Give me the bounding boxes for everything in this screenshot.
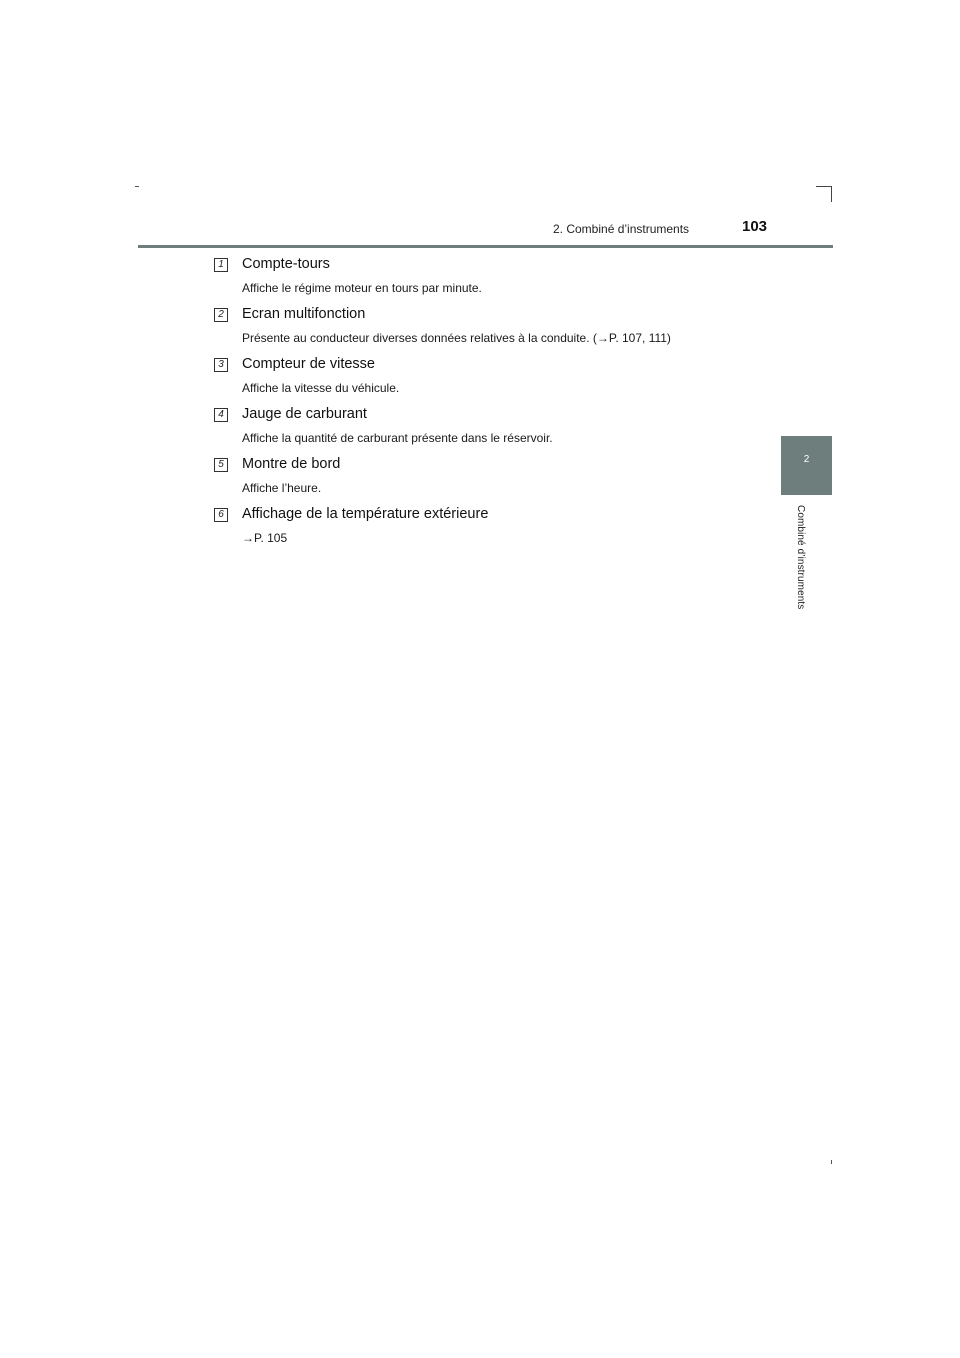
chapter-label: Combiné d’instruments <box>795 505 806 610</box>
item-number-badge: 5 <box>214 458 228 472</box>
item-title: Ecran multifonction <box>242 306 366 322</box>
item-number-badge: 3 <box>214 358 228 372</box>
item-title: Montre de bord <box>242 456 341 472</box>
item-number-badge: 1 <box>214 258 228 272</box>
chapter-number: 2 <box>803 454 810 465</box>
list-item <box>214 406 774 452</box>
list-item <box>214 506 774 552</box>
item-description: Affiche l’heure. <box>242 481 322 495</box>
section-title: 2. Combiné d’instruments <box>553 222 690 236</box>
list-item <box>214 256 774 302</box>
list-item <box>214 306 774 352</box>
item-description: Affiche la quantité de carburant présente dans le réservoir. <box>242 431 553 445</box>
item-description: Affiche le régime moteur en tours par minute. <box>242 281 482 295</box>
item-number-badge: 2 <box>214 308 228 322</box>
crop-mark-bottom-right <box>831 1160 832 1164</box>
item-number-badge: 4 <box>214 408 228 422</box>
item-title: Affichage de la température extérieure <box>242 506 489 522</box>
item-title: Jauge de carburant <box>242 406 367 422</box>
item-description: Affiche la vitesse du véhicule. <box>242 381 400 395</box>
item-title: Compte-tours <box>242 256 330 272</box>
item-title: Compteur de vitesse <box>242 356 375 372</box>
page-number: 103 <box>742 218 768 235</box>
item-description: →P. 105 <box>242 531 288 545</box>
item-description: Présente au conducteur diverses données relatives à la conduite. (→P. 107, 111) <box>242 331 671 345</box>
item-list <box>0 0 960 600</box>
list-item <box>214 456 774 502</box>
list-item <box>214 356 774 402</box>
item-number-badge: 6 <box>214 508 228 522</box>
